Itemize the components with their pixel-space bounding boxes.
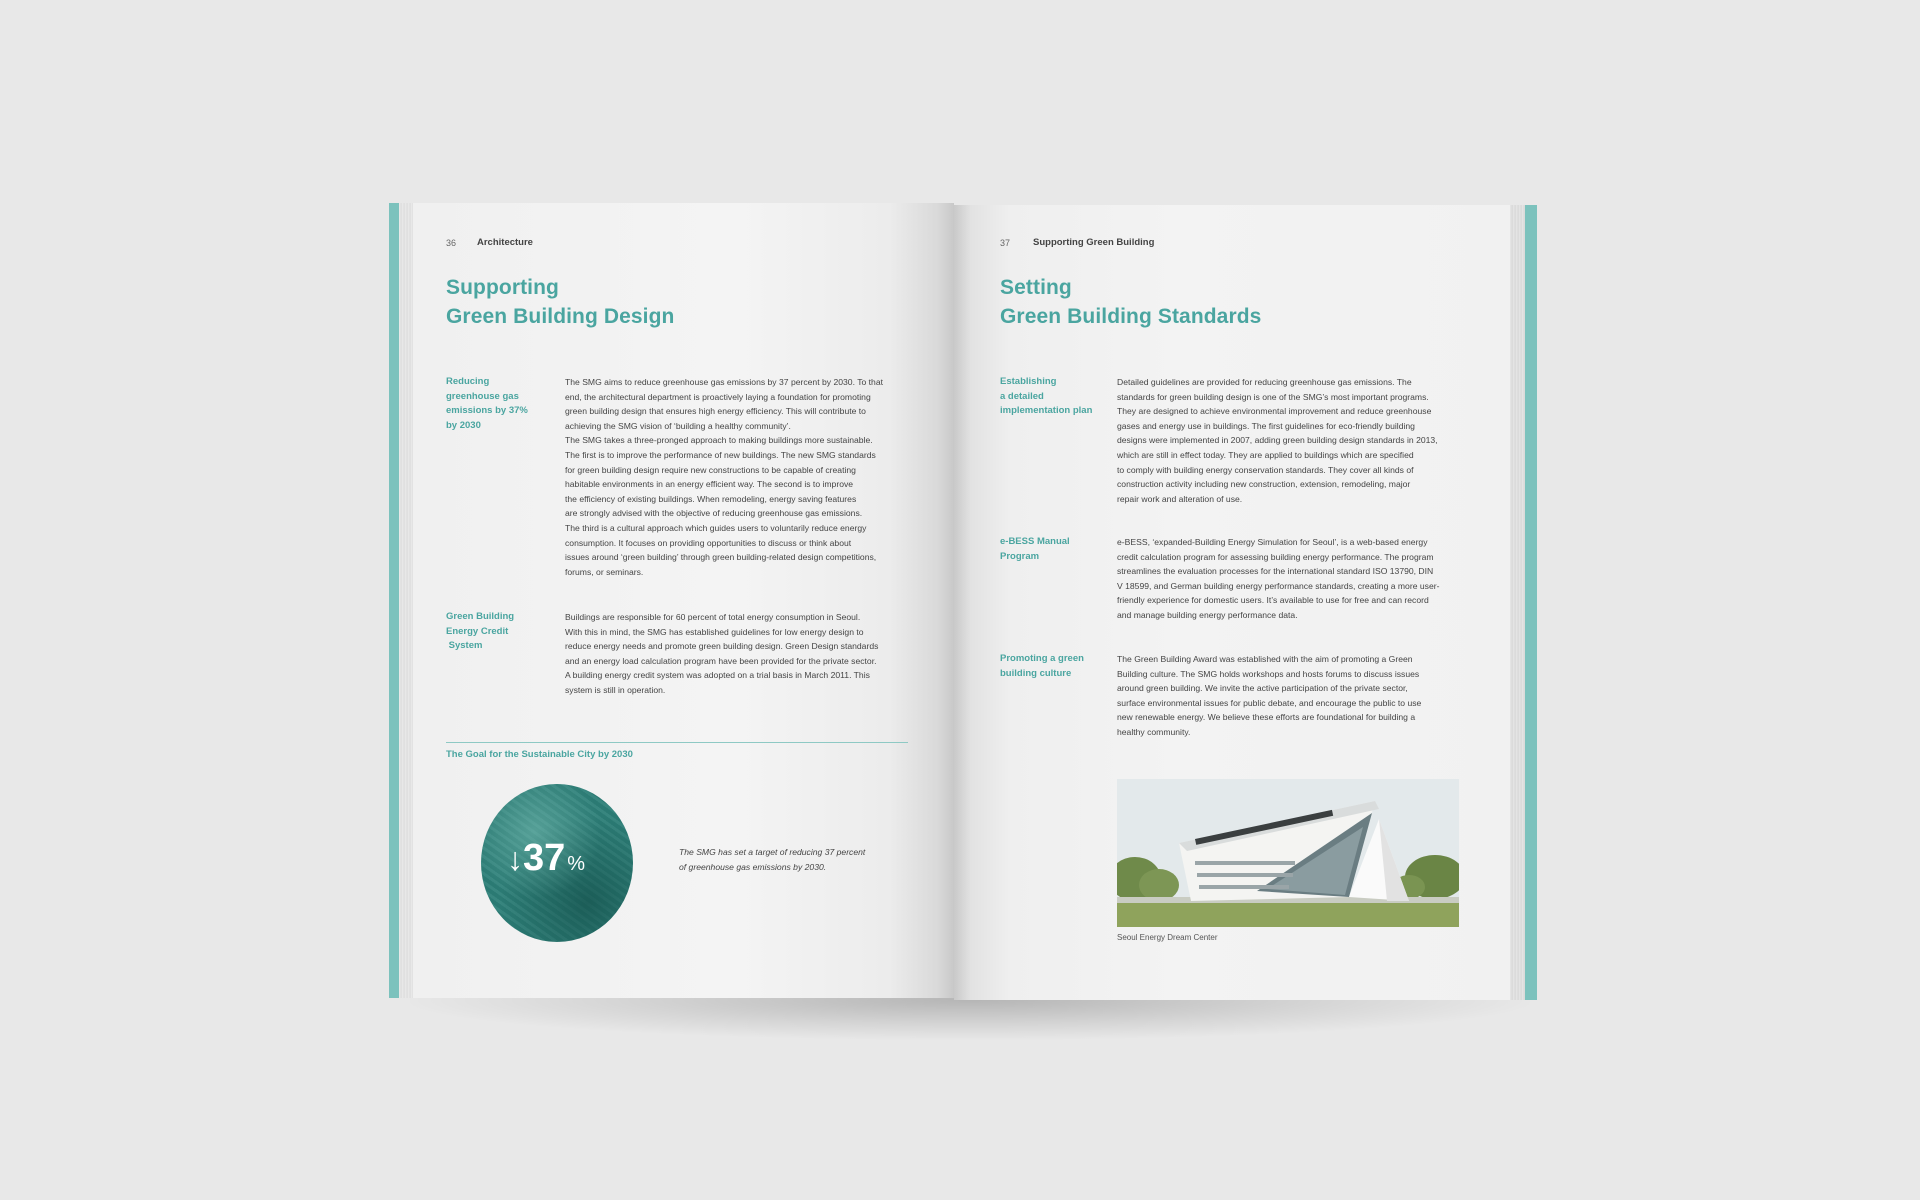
body-line: designs were implemented in 2007, adding green building design standards in 2013,: [1117, 435, 1438, 446]
page-title-line: Green Building Design: [446, 305, 675, 328]
page-title: [1000, 273, 1261, 331]
body-line: new renewable energy. We believe these efforts are foundational for building a: [1117, 712, 1416, 723]
body-line: credit calculation program for assessing building energy performance. The program: [1117, 551, 1434, 562]
goal-unit: %: [567, 853, 586, 875]
cover-edge-left: [389, 203, 399, 998]
page-stack-left: [399, 203, 413, 998]
section-label: [1000, 535, 1110, 564]
body-line: With this in mind, the SMG has established guidelines for low energy design to: [565, 626, 864, 637]
building-photo: [1117, 779, 1459, 927]
body-line: which are still in effect today. They are applied to buildings which are specified: [1117, 449, 1414, 460]
body-line: for green building design require new constructions to be capable of creating: [565, 464, 856, 475]
label-line: Promoting a green: [1000, 653, 1084, 664]
photo-caption: Seoul Energy Dream Center: [1117, 933, 1218, 942]
body-line: friendly experience for domestic users. It’s available to use for free and can record: [1117, 595, 1429, 606]
page-number: 37: [1000, 238, 1011, 248]
body-line: The third is a cultural approach which guides users to voluntarily reduce energy: [565, 522, 867, 533]
section-body: [565, 375, 935, 579]
page-title-line: Green Building Standards: [1000, 305, 1262, 328]
body-line: end, the architectural department is proactively laying a foundation for promoting: [565, 391, 871, 402]
body-line: healthy community.: [1117, 726, 1191, 737]
body-line: standards for green building design is one of the SMG’s most important programs.: [1117, 391, 1429, 402]
label-line: a detailed: [1000, 390, 1044, 402]
goal-figure: [507, 838, 585, 884]
body-line: achieving the SMG vision of ‘building a healthy community’.: [565, 420, 791, 431]
building-illustration: [1117, 779, 1459, 927]
label-line: Energy Credit: [446, 625, 509, 637]
page-number: 36: [446, 238, 457, 248]
body-line: gases and energy use in buildings. The first guidelines for eco-friendly building: [1117, 420, 1415, 431]
section-label: [446, 375, 538, 433]
page-title: [446, 273, 674, 331]
body-line: system is still in operation.: [565, 684, 666, 695]
body-line: The first is to improve the performance of new buildings. The new SMG standards: [565, 449, 876, 460]
page-title-line: Setting: [1000, 276, 1072, 299]
body-line: construction activity including new construction, extension, remodeling, major: [1117, 479, 1411, 490]
body-line: forums, or seminars.: [565, 566, 644, 577]
body-line: issues around ‘green building’ through green building-related design competitions,: [565, 552, 877, 563]
section-body: [1117, 652, 1487, 740]
body-line: are strongly advised with the objective of reducing greenhouse gas emissions.: [565, 508, 863, 519]
body-line: around green building. We invite the active participation of the private sector,: [1117, 683, 1408, 694]
body-line: Buildings are responsible for 60 percent of total energy consumption in Seoul.: [565, 612, 861, 622]
section-label: [446, 610, 538, 654]
body-line: The SMG aims to reduce greenhouse gas emissions by 37 percent by 2030. To that: [565, 377, 883, 387]
note-line: The SMG has set a target of reducing 37 percent: [679, 847, 866, 857]
label-line: Reducing: [446, 376, 490, 387]
page-title-line: Supporting: [446, 276, 559, 299]
body-line: reduce energy needs and promote green building design. Green Design standards: [565, 641, 879, 652]
body-line: surface environmental issues for public debate, and encourage the public to use: [1117, 697, 1422, 708]
section-label: [1000, 375, 1110, 419]
body-line: The SMG takes a three-pronged approach to making buildings more sustainable.: [565, 435, 873, 446]
body-line: Detailed guidelines are provided for reducing greenhouse gas emissions. The: [1117, 377, 1412, 387]
body-line: and manage building energy performance data.: [1117, 609, 1298, 620]
left-page: [413, 203, 954, 998]
page-stack-right: [1510, 205, 1526, 1000]
goal-note: [679, 845, 909, 874]
section-body: [565, 610, 935, 698]
body-line: A building energy credit system was adopted on a trial basis in March 2011. This: [565, 670, 870, 681]
down-arrow-icon: ↓: [507, 841, 523, 877]
label-line: building culture: [1000, 667, 1072, 679]
body-line: The Green Building Award was established with the aim of promoting a Green: [1117, 654, 1413, 664]
cover-edge-right: [1525, 205, 1537, 1000]
goal-circle-graphic: [481, 784, 633, 942]
goal-value: 37: [523, 837, 566, 879]
section-body: [1117, 375, 1487, 506]
label-line: Establishing: [1000, 376, 1057, 387]
running-head: Architecture: [477, 237, 533, 248]
body-line: the efficiency of existing buildings. When remodeling, energy saving features: [565, 493, 857, 504]
label-line: by 2030: [446, 419, 481, 431]
open-booklet: [389, 203, 1537, 998]
body-line: They are designed to achieve environmental improvement and reduce greenhouse: [1117, 406, 1432, 417]
body-line: Building culture. The SMG holds workshops and hosts forums to discuss issues: [1117, 668, 1420, 679]
running-head: Supporting Green Building: [1033, 237, 1155, 248]
body-line: to comply with building energy conservation standards. They cover all kinds of: [1117, 464, 1414, 475]
section-divider: [446, 742, 908, 743]
body-line: and an energy load calculation program have been provided for the private sector.: [565, 655, 877, 666]
body-line: streamlines the evaluation processes for the international standard ISO 13790, DIN: [1117, 566, 1434, 577]
right-page: [954, 205, 1510, 1000]
section-body: [1117, 535, 1487, 623]
label-line: Green Building: [446, 611, 515, 622]
body-line: e-BESS, ‘expanded-Building Energy Simulation for Seoul’, is a web-based energy: [1117, 537, 1428, 547]
goal-title: The Goal for the Sustainable City by 2030: [446, 749, 633, 760]
body-line: V 18599, and German building energy performance standards, creating a more user-: [1117, 580, 1440, 591]
body-line: green building design that ensures high energy efficiency. This will contribute to: [565, 406, 866, 417]
label-line: greenhouse gas: [446, 390, 519, 402]
body-line: consumption. It focuses on providing opportunities to discuss or think about: [565, 537, 852, 548]
body-line: repair work and alteration of use.: [1117, 493, 1243, 504]
label-line: emissions by 37%: [446, 405, 528, 417]
label-line: System: [446, 640, 483, 652]
label-line: implementation plan: [1000, 405, 1093, 417]
label-line: Program: [1000, 550, 1040, 562]
body-line: habitable environments in an energy efficient way. The second is to improve: [565, 479, 854, 490]
label-line: e-BESS Manual: [1000, 536, 1070, 547]
note-line: of greenhouse gas emissions by 2030.: [679, 861, 827, 872]
section-label: [1000, 652, 1110, 681]
